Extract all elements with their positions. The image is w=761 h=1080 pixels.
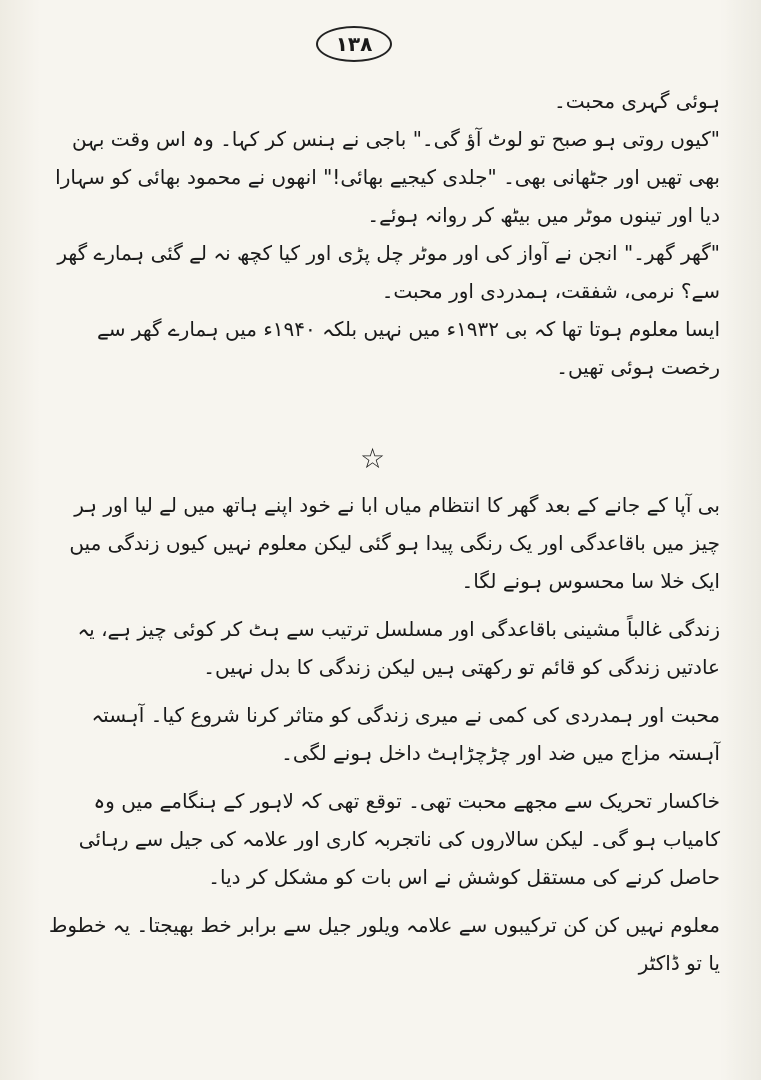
- page-number: ۱۳۸: [316, 26, 392, 62]
- paragraph: "گھر گھر۔" انجن نے آواز کی اور موٹر چل پڑی اور کیا کچھ نہ لے گئی ہمارے گھر سے؟ نرمی، شفقت، ہمدردی اور محبت۔: [57, 241, 720, 303]
- paragraph: خاکسار تحریک سے مجھے محبت تھی۔ توقع تھی کہ لاہور کے ہنگامے میں وہ کامیاب ہو گی۔ لیکن سالاروں کی ناتجربہ کاری اور علامہ کی جیل سے رہائی حاصل کرنے کی مستقل کوشش نے اس بات کو مشکل کر دیا۔: [78, 789, 720, 889]
- section-two: [44, 486, 720, 982]
- paragraph: معلوم نہیں کن کن ترکیبوں سے علامہ ویلور جیل سے برابر خط بھیجتا۔ یہ خطوط یا تو ڈاکٹر: [48, 913, 720, 975]
- paragraph: زندگی غالباً مشینی باقاعدگی اور مسلسل ترتیب سے ہٹ کر کوئی چیز ہے، یہ عادتیں زندگی کو قائم تو رکھتی ہیں لیکن زندگی کا بدل نہیں۔: [77, 617, 720, 679]
- paragraph: "کیوں روتی ہو صبح تو لوٹ آؤ گی۔" باجی نے ہنس کر کہا۔ وہ اس وقت بہن بھی تھیں اور جٹھانی بھی۔ "جلدی کیجیے بھائی!" انھوں نے محمود بھائی کو سہارا دیا اور تینوں موٹر میں بیٹھ کر روانہ ہوئے۔: [55, 127, 720, 227]
- paragraph: ایسا معلوم ہوتا تھا کہ بی ۱۹۳۲ء میں نہیں بلکہ ۱۹۴۰ء میں ہمارے گھر سے رخصت ہوئی تھیں۔: [96, 317, 720, 379]
- paragraph: بی آپا کے جانے کے بعد گھر کا انتظام میاں ابا نے خود اپنے ہاتھ میں لے لیا اور ہر چیز میں باقاعدگی اور یک رنگی پیدا ہو گئی لیکن معلوم نہیں کیوں زندگی میں ایک خلا سا محسوس ہونے لگا۔: [69, 493, 720, 593]
- paragraph: محبت اور ہمدردی کی کمی نے میری زندگی کو متاثر کرنا شروع کیا۔ آہستہ آہستہ مزاج میں ضد اور چڑچڑاہٹ داخل ہونے لگی۔: [91, 703, 720, 765]
- star-ornament-icon: ☆: [360, 442, 386, 475]
- section-one: [44, 82, 720, 386]
- paragraph: ہوئی گہری محبت۔: [554, 89, 720, 113]
